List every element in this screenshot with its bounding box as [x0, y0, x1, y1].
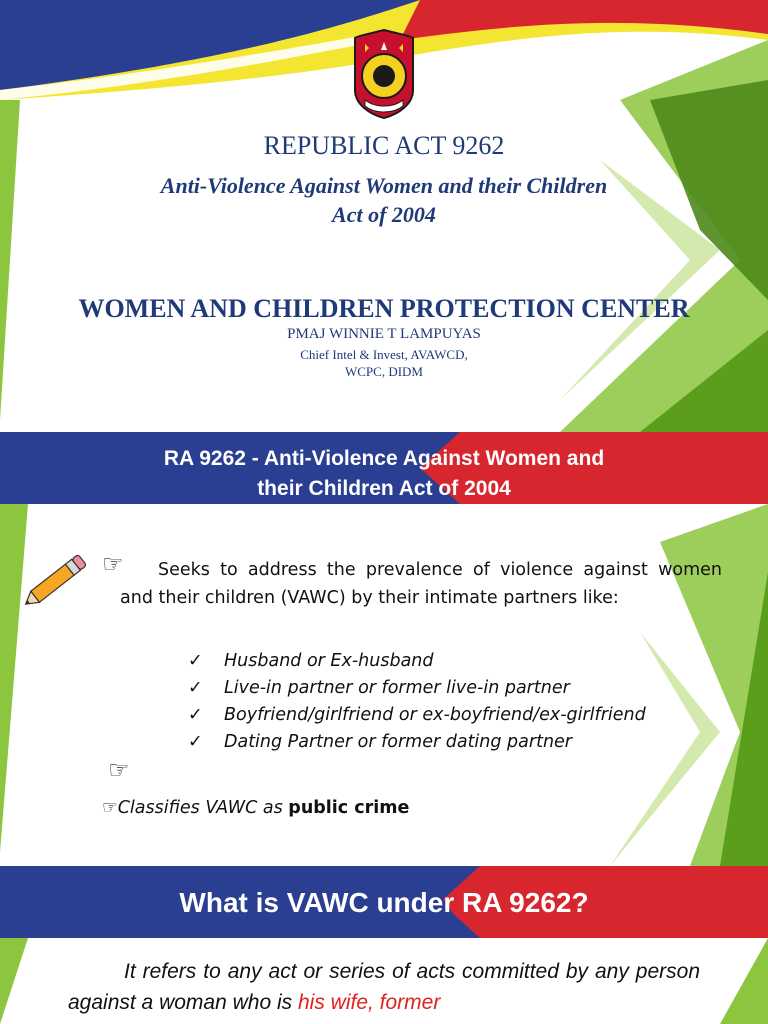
slide3-heading: What is VAWC under RA 9262?: [179, 887, 589, 918]
check-icon: ✓: [188, 705, 203, 725]
slide2-heading-line2: their Children Act of 2004: [257, 477, 511, 500]
pointing-hand-icon: ☞: [102, 798, 118, 818]
pointing-hand-icon: ☞: [102, 550, 124, 578]
classify-statement: ☞Classifies VAWC as public crime: [102, 798, 410, 818]
slide1-position-line1: Chief Intel & Invest, AVAWCD,: [300, 347, 468, 362]
intro-paragraph: Seeks to address the prevalence of violence against women and their children (VAWC) by their intimate partners like:: [120, 560, 722, 608]
slide1-subtitle-line2: Act of 2004: [332, 202, 436, 227]
slide2-heading-line1: RA 9262 - Anti-Violence Against Women and: [163, 447, 605, 470]
check-icon: ✓: [188, 732, 203, 752]
list-item: ✓ Live-in partner or former live-in partner: [188, 675, 722, 702]
partners-list: [188, 648, 722, 756]
slide2-heading: [0, 444, 768, 504]
slide1-position-line2: WCPC, DIDM: [344, 364, 423, 379]
check-icon: ✓: [188, 651, 203, 671]
slide-definition: [0, 866, 768, 1024]
slide-overview: [0, 432, 768, 866]
check-icon: ✓: [188, 678, 203, 698]
definition-paragraph: It refers to any act or series of acts committed by any person against a woman who is his wife, former: [68, 960, 700, 1014]
slide1-subtitle-line1: Anti-Violence Against Women and their Children: [160, 173, 608, 198]
slide1-organization: WOMEN AND CHILDREN PROTECTION CENTER: [78, 294, 690, 323]
list-item: ✓ Dating Partner or former dating partner: [188, 729, 722, 756]
slide1-title: REPUBLIC ACT 9262: [263, 131, 505, 160]
list-item: ✓ Boyfriend/girlfriend or ex-boyfriend/ex-girlfriend: [188, 702, 722, 729]
pnp-seal-icon: [353, 28, 415, 120]
highlight-text: his wife, former: [297, 991, 441, 1014]
slide1-officer-name: PMAJ WINNIE T LAMPUYAS: [287, 326, 481, 342]
list-item: ✓ Husband or Ex-husband: [188, 648, 722, 675]
pointing-hand-icon: ☞: [108, 756, 130, 784]
slide-title: [0, 0, 768, 432]
pencil-icon: [16, 550, 92, 614]
